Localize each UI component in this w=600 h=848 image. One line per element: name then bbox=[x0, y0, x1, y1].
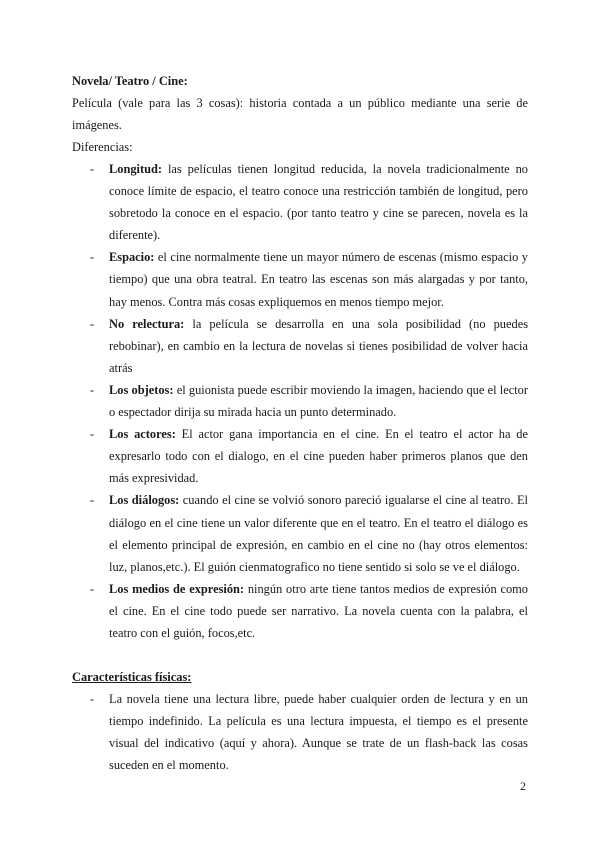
item-term: Espacio: bbox=[109, 250, 155, 265]
differences-list bbox=[72, 158, 528, 644]
bullet-dash: - bbox=[90, 427, 95, 442]
item-term: Longitud: bbox=[109, 162, 163, 176]
item-text: la película se desarrolla en una sola posibilidad (no puedes rebobinar), en cambio en la lectura de novelas si tienes posibilidad de volver hacia atrás bbox=[109, 316, 529, 375]
item-text: ningún otro arte tiene tantos medios de expresión como el cine. En el cine todo puede ser narrativo. La novela cuenta con la palabra, el teatro con el guión, focos,etc. bbox=[109, 581, 528, 640]
bullet-dash: - bbox=[90, 382, 95, 397]
list-item-objetos bbox=[72, 379, 528, 423]
item-text: el cine normalmente tiene un mayor número de escenas (mismo espacio y tiempo) que una obra teatral. En teatro las escenas son más alargadas y por tanto, hay menos. Contra más cosas expliquemos en menos tiempo mejor. bbox=[109, 250, 528, 309]
item-text: las películas tienen longitud reducida, la novela tradicionalmente no conoce límite de espacio, el teatro conoce una restricción también de longitud, pero sobretodo la conoce en el espacio. (por tanto teatro y cine se parecen, novela es la diferente). bbox=[109, 162, 528, 243]
item-term: No relectura: bbox=[109, 316, 185, 331]
spacer bbox=[72, 644, 528, 666]
list-item-no-relectura bbox=[72, 313, 528, 379]
list-item-physical bbox=[72, 688, 528, 776]
bullet-dash: - bbox=[90, 316, 95, 331]
physical-list bbox=[72, 688, 528, 776]
bullet-dash: - bbox=[90, 250, 95, 265]
item-text: el guionista puede escribir moviendo la imagen, haciendo que el lector o espectador dirija su mirada hacia un punto determinado. bbox=[109, 382, 528, 420]
physical-heading: Características físicas: bbox=[72, 670, 192, 685]
page-number: 2 bbox=[520, 779, 526, 793]
bullet-dash: - bbox=[90, 493, 95, 508]
item-term: Los diálogos: bbox=[109, 493, 180, 508]
item-text: La novela tiene una lectura libre, puede haber cualquier orden de lectura y en un tiempo indefinido. La película es una lectura impuesta, el tiempo es el presente visual del indicativo (aquí y ahora). Aunque se trate de un flash-back las cosas suceden en el momento. bbox=[109, 692, 528, 773]
list-item-dialogos bbox=[72, 489, 528, 577]
item-text: cuando el cine se volvió sonoro pareció igualarse el cine al teatro. El diálogo en el cine tiene un valor diferente que en el teatro. En el teatro el diálogo es el elemento principal de expresión, en cambio en el cine no (hay otros elementos: luz, planos,etc.). El guión cienmatografico no tiene sentido si solo se ve el diálogo. bbox=[109, 493, 528, 574]
bullet-dash: - bbox=[90, 692, 95, 707]
list-item-espacio bbox=[72, 246, 528, 312]
item-term: Los objetos: bbox=[109, 382, 174, 397]
list-item-longitud bbox=[72, 158, 528, 246]
intro-paragraph: Película (vale para las 3 cosas): historia contada a un público mediante una serie de imágenes. bbox=[72, 96, 528, 132]
item-text: El actor gana importancia en el cine. En el teatro el actor ha de expresarlo todo con el dialogo, en el cine pueden haber primeros planos que den más expresividad. bbox=[109, 427, 528, 486]
section-heading: Novela/ Teatro / Cine: bbox=[72, 74, 188, 88]
differences-label: Diferencias: bbox=[72, 140, 133, 154]
list-item-medios-expresion bbox=[72, 578, 528, 644]
item-term: Los actores: bbox=[109, 427, 176, 442]
bullet-dash: - bbox=[90, 162, 95, 176]
item-term: Los medios de expresión: bbox=[109, 581, 245, 596]
list-item-actores bbox=[72, 423, 528, 489]
page-content bbox=[72, 70, 528, 776]
bullet-dash: - bbox=[90, 581, 95, 596]
